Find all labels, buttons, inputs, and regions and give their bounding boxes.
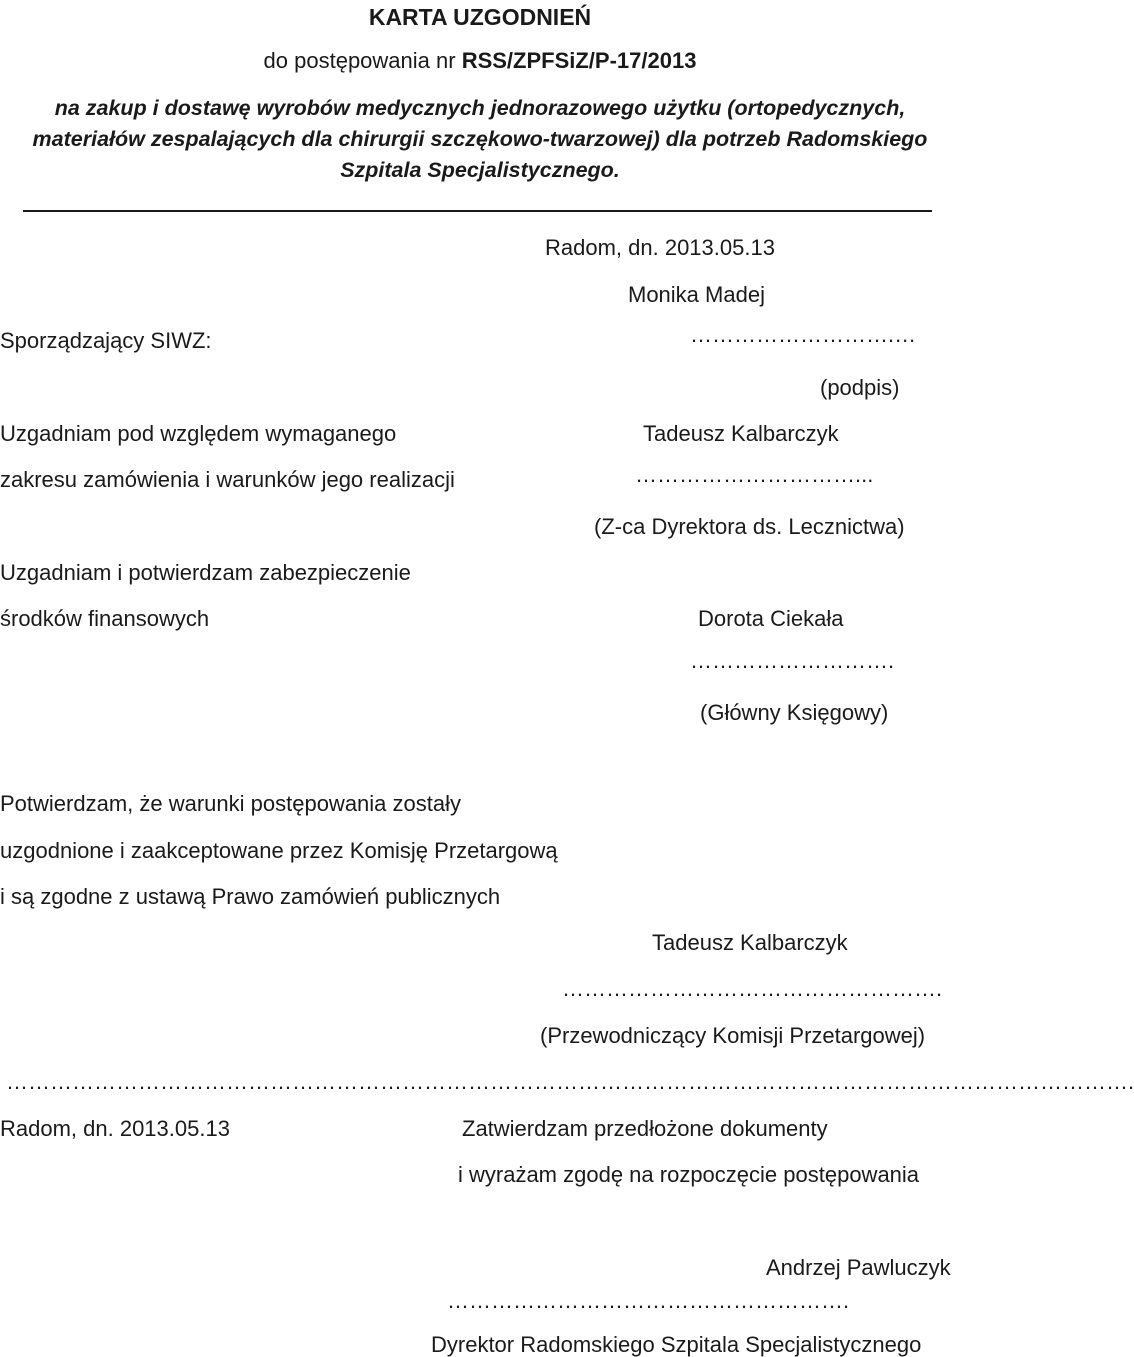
- finance-signature-line: ……………………….: [690, 648, 895, 673]
- siwz-label: Sporządzający SIWZ:: [0, 328, 212, 353]
- procedure-reference: [0, 50, 960, 72]
- document-title: KARTA UZGODNIEŃ: [368, 4, 592, 30]
- subject-line-3: Szpitala Specjalistycznego.: [340, 158, 620, 182]
- subject-line-2: materiałów zespalających dla chirurgii szczękowo-twarzowej) dla potrzeb Radomskiego: [32, 127, 928, 151]
- commission-text-line-2: uzgodnione i zaakceptowane przez Komisję Przetargową: [0, 838, 558, 863]
- section-separator: ……………………………………………………………………………………………………………………………………….: [6, 1069, 1134, 1094]
- header-divider: [23, 210, 932, 212]
- finance-name: Dorota Ciekała: [698, 606, 844, 631]
- procedure-number: RSS/ZPFSiZ/P-17/2013: [461, 48, 697, 73]
- siwz-role: (podpis): [820, 375, 900, 400]
- siwz-signature-line: ……………………….…: [690, 322, 917, 347]
- date-top: Radom, dn. 2013.05.13: [545, 235, 775, 260]
- finance-role: (Główny Księgowy): [700, 700, 889, 725]
- scope-label-line-1: Uzgadniam pod względem wymaganego: [0, 421, 397, 446]
- director-role: Dyrektor Radomskiego Szpitala Specjalistycznego: [431, 1332, 922, 1357]
- subject-line-1: na zakup i dostawę wyrobów medycznych jednorazowego użytku (ortopedycznych,: [54, 96, 906, 120]
- scope-role: (Z-ca Dyrektora ds. Lecznictwa): [594, 514, 905, 539]
- approval-text-line-2: i wyrażam zgodę na rozpoczęcie postępowania: [458, 1162, 920, 1187]
- approval-text-line-1: Zatwierdzam przedłożone dokumenty: [462, 1116, 828, 1141]
- procedure-reference-prefix: do postępowania nr: [263, 48, 462, 73]
- scope-label-line-2: zakresu zamówienia i warunków jego realizacji: [0, 467, 455, 492]
- commission-text-line-3: i są zgodne z ustawą Prawo zamówień publicznych: [0, 884, 501, 909]
- commission-name: Tadeusz Kalbarczyk: [652, 930, 848, 955]
- director-name: Andrzej Pawluczyk: [766, 1255, 951, 1280]
- siwz-name: Monika Madej: [628, 282, 765, 307]
- approval-date: Radom, dn. 2013.05.13: [0, 1116, 230, 1141]
- director-signature-line: ……………………………………………….: [447, 1288, 850, 1313]
- commission-text-line-1: Potwierdzam, że warunki postępowania zostały: [0, 791, 462, 816]
- scope-name: Tadeusz Kalbarczyk: [643, 421, 839, 446]
- finance-label-line-2: środków finansowych: [0, 606, 210, 631]
- commission-role: (Przewodniczący Komisji Przetargowej): [540, 1023, 926, 1048]
- finance-label-line-1: Uzgadniam i potwierdzam zabezpieczenie: [0, 560, 411, 585]
- commission-signature-line: …………………………………………….: [562, 976, 943, 1001]
- scope-signature-line: …………………………...: [635, 462, 874, 487]
